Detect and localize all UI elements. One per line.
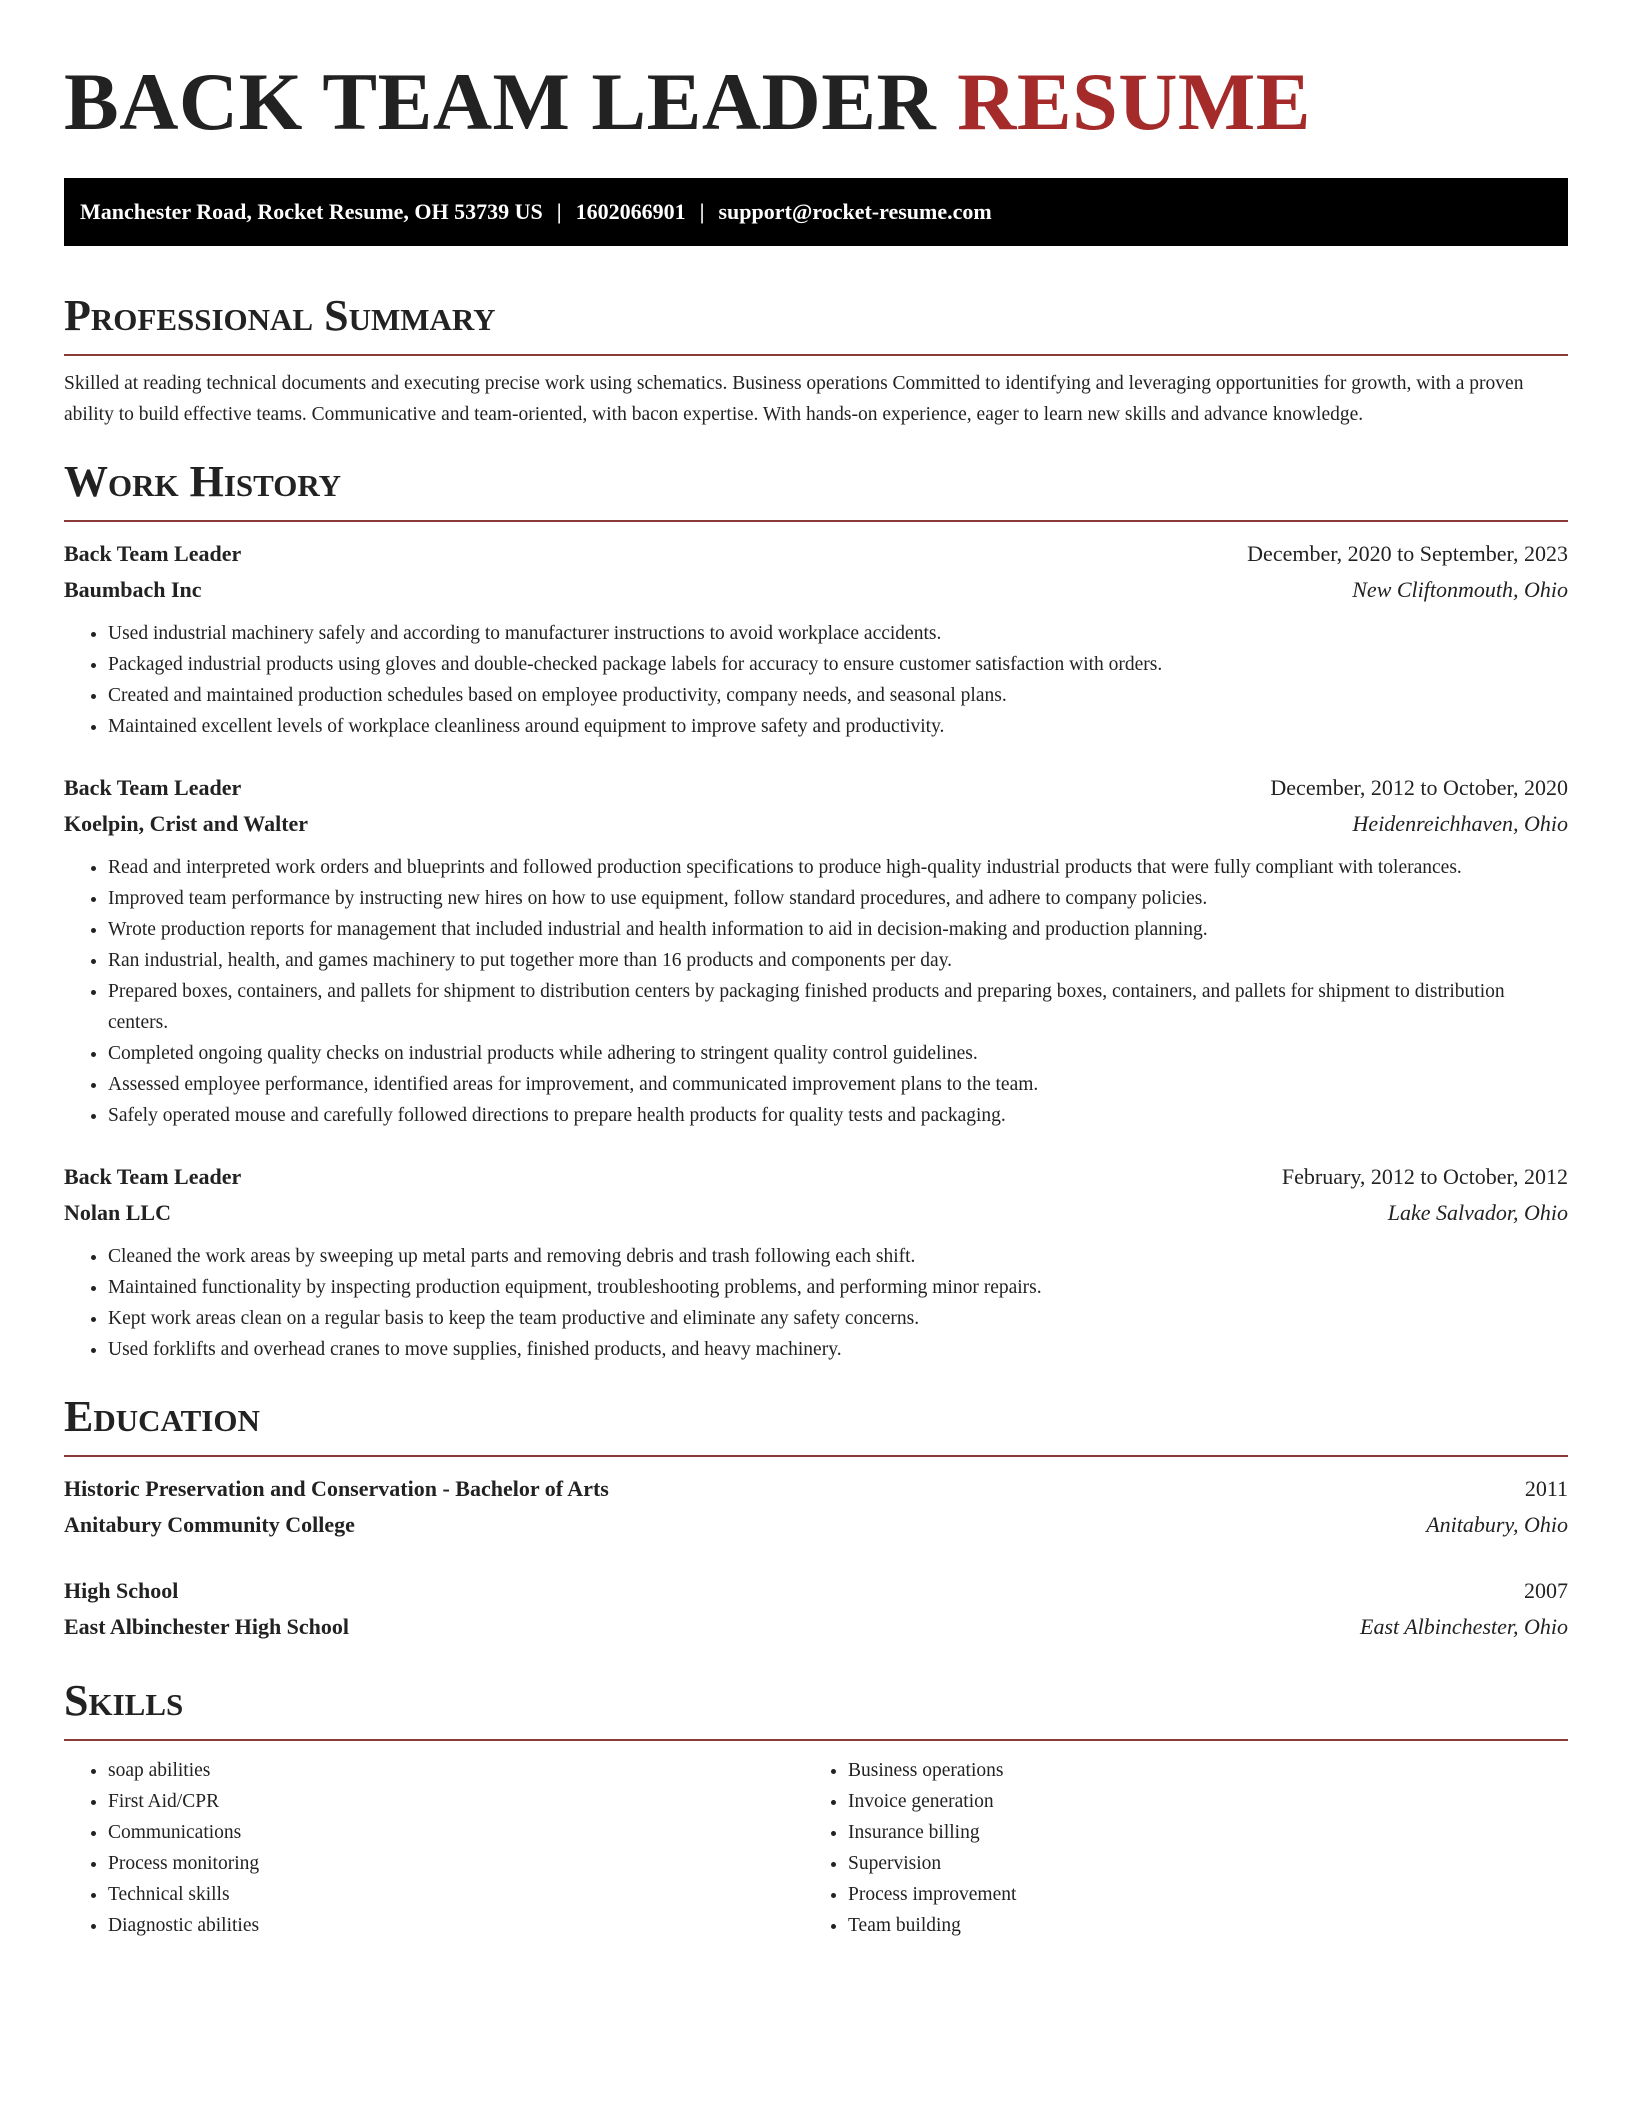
skill-item: • Diagnostic abilities: [108, 1910, 804, 1941]
job-bullet: • Ran industrial, health, and games machinery to put together more than 16 products and components per day.: [108, 945, 1568, 976]
contact-separator: |: [699, 199, 705, 224]
education-section: [64, 1391, 1568, 1645]
job-bullets: [64, 1241, 1568, 1365]
job-company: Baumbach Inc: [64, 577, 202, 602]
skill-item: • Technical skills: [108, 1879, 804, 1910]
job-dates: December, 2012 to October, 2020: [1270, 775, 1568, 800]
work-history-section: [64, 456, 1568, 1365]
job-entry: [64, 1159, 1568, 1365]
skill-item: • soap abilities: [108, 1755, 804, 1786]
title-main: BACK TEAM LEADER: [64, 56, 937, 147]
skills-grid: [64, 1755, 1568, 1941]
skills-column-left: [64, 1755, 804, 1941]
job-bullet: • Wrote production reports for management that included industrial and health information to aid in decision-making and production planning.: [108, 914, 1568, 945]
job-bullet: • Safely operated mouse and carefully followed directions to prepare health products for quality tests and packaging.: [108, 1100, 1568, 1131]
job-subheader: [64, 806, 1568, 842]
job-header: [64, 1159, 1568, 1195]
job-title: Back Team Leader: [64, 541, 242, 566]
education-degree: Historic Preservation and Conservation - Bachelor of Arts: [64, 1476, 609, 1501]
resume-title: [64, 56, 1568, 148]
job-bullet: • Maintained excellent levels of workplace cleanliness around equipment to improve safety and productivity.: [108, 711, 1568, 742]
section-divider: [64, 354, 1568, 356]
job-location: Lake Salvador, Ohio: [1387, 1200, 1568, 1225]
job-bullet: • Improved team performance by instructing new hires on how to use equipment, follow standard procedures, and adhere to company policies.: [108, 883, 1568, 914]
education-degree: High School: [64, 1578, 179, 1603]
job-entry: [64, 770, 1568, 1131]
education-location: Anitabury, Ohio: [1426, 1512, 1568, 1537]
education-entry: [64, 1471, 1568, 1543]
contact-email: support@rocket-resume.com: [718, 199, 992, 224]
job-bullet: • Completed ongoing quality checks on industrial products while adhering to stringent quality control guidelines.: [108, 1038, 1568, 1069]
job-bullet: • Packaged industrial products using gloves and double-checked package labels for accuracy to ensure customer satisfaction with orders.: [108, 649, 1568, 680]
job-company: Koelpin, Crist and Walter: [64, 811, 309, 836]
summary-section: [64, 290, 1568, 430]
job-header: [64, 536, 1568, 572]
job-bullets: [64, 618, 1568, 742]
contact-address: Manchester Road, Rocket Resume, OH 53739 US: [80, 199, 543, 224]
job-bullet: • Assessed employee performance, identified areas for improvement, and communicated improvement plans to the team.: [108, 1069, 1568, 1100]
job-bullet: • Cleaned the work areas by sweeping up metal parts and removing debris and trash following each shift.: [108, 1241, 1568, 1272]
education-subheader: [64, 1609, 1568, 1645]
education-header: [64, 1471, 1568, 1507]
job-bullet: • Created and maintained production schedules based on employee productivity, company needs, and seasonal plans.: [108, 680, 1568, 711]
job-bullet: • Read and interpreted work orders and blueprints and followed production specifications to produce high-quality industrial products that were fully compliant with tolerances.: [108, 852, 1568, 883]
education-school: Anitabury Community College: [64, 1512, 355, 1537]
skill-item: • Invoice generation: [848, 1786, 1544, 1817]
job-title: Back Team Leader: [64, 775, 242, 800]
education-school: East Albinchester High School: [64, 1614, 350, 1639]
job-bullets: [64, 852, 1568, 1131]
education-year: 2011: [1524, 1476, 1568, 1501]
job-dates: December, 2020 to September, 2023: [1247, 541, 1568, 566]
skills-list: [64, 1755, 804, 1941]
section-divider: [64, 1455, 1568, 1457]
contact-bar: [64, 178, 1568, 246]
summary-text: Skilled at reading technical documents and executing precise work using schematics. Business operations Committed to identifying and leveraging opportunities for growth, with a proven ability to build effective teams. Communicative and team-oriented, with bacon expertise. With hands-on experience, eager to learn new skills and advance knowledge.: [64, 373, 1524, 425]
job-bullet: • Used industrial machinery safely and according to manufacturer instructions to avoid workplace accidents.: [108, 618, 1568, 649]
skill-item: • Supervision: [848, 1848, 1544, 1879]
contact-separator: |: [556, 199, 562, 224]
skills-list: [804, 1755, 1544, 1941]
job-header: [64, 770, 1568, 806]
job-dates: February, 2012 to October, 2012: [1281, 1164, 1568, 1189]
education-location: East Albinchester, Ohio: [1360, 1614, 1568, 1639]
job-subheader: [64, 572, 1568, 608]
skills-section: [64, 1675, 1568, 1941]
section-divider: [64, 520, 1568, 522]
work-history-heading: Work History: [64, 457, 342, 506]
skill-item: • Team building: [848, 1910, 1544, 1941]
job-bullet: • Used forklifts and overhead cranes to move supplies, finished products, and heavy machinery.: [108, 1334, 1568, 1365]
job-company: Nolan LLC: [64, 1200, 171, 1225]
education-entry: [64, 1573, 1568, 1645]
job-subheader: [64, 1195, 1568, 1231]
title-accent: RESUME: [957, 56, 1311, 147]
contact-phone: 1602066901: [575, 199, 686, 224]
education-subheader: [64, 1507, 1568, 1543]
skill-item: • Process improvement: [848, 1879, 1544, 1910]
skill-item: • Communications: [108, 1817, 804, 1848]
job-bullet: • Prepared boxes, containers, and pallets for shipment to distribution centers by packaging finished products and preparing boxes, containers, and pallets for shipment to distribution centers.: [108, 976, 1568, 1038]
skill-item: • Insurance billing: [848, 1817, 1544, 1848]
skill-item: • First Aid/CPR: [108, 1786, 804, 1817]
job-title: Back Team Leader: [64, 1164, 242, 1189]
skill-item: • Process monitoring: [108, 1848, 804, 1879]
job-location: Heidenreichhaven, Ohio: [1352, 811, 1568, 836]
job-entry: [64, 536, 1568, 742]
summary-heading: Professional Summary: [64, 291, 496, 340]
skill-item: • Business operations: [848, 1755, 1544, 1786]
job-bullet: • Maintained functionality by inspecting production equipment, troubleshooting problems, and performing minor repairs.: [108, 1272, 1568, 1303]
skills-column-right: [804, 1755, 1544, 1941]
job-bullet: • Kept work areas clean on a regular basis to keep the team productive and eliminate any safety concerns.: [108, 1303, 1568, 1334]
education-heading: Education: [64, 1392, 260, 1441]
education-year: 2007: [1524, 1578, 1568, 1603]
section-divider: [64, 1739, 1568, 1741]
education-header: [64, 1573, 1568, 1609]
job-location: New Cliftonmouth, Ohio: [1352, 577, 1568, 602]
skills-heading: Skills: [64, 1676, 184, 1725]
